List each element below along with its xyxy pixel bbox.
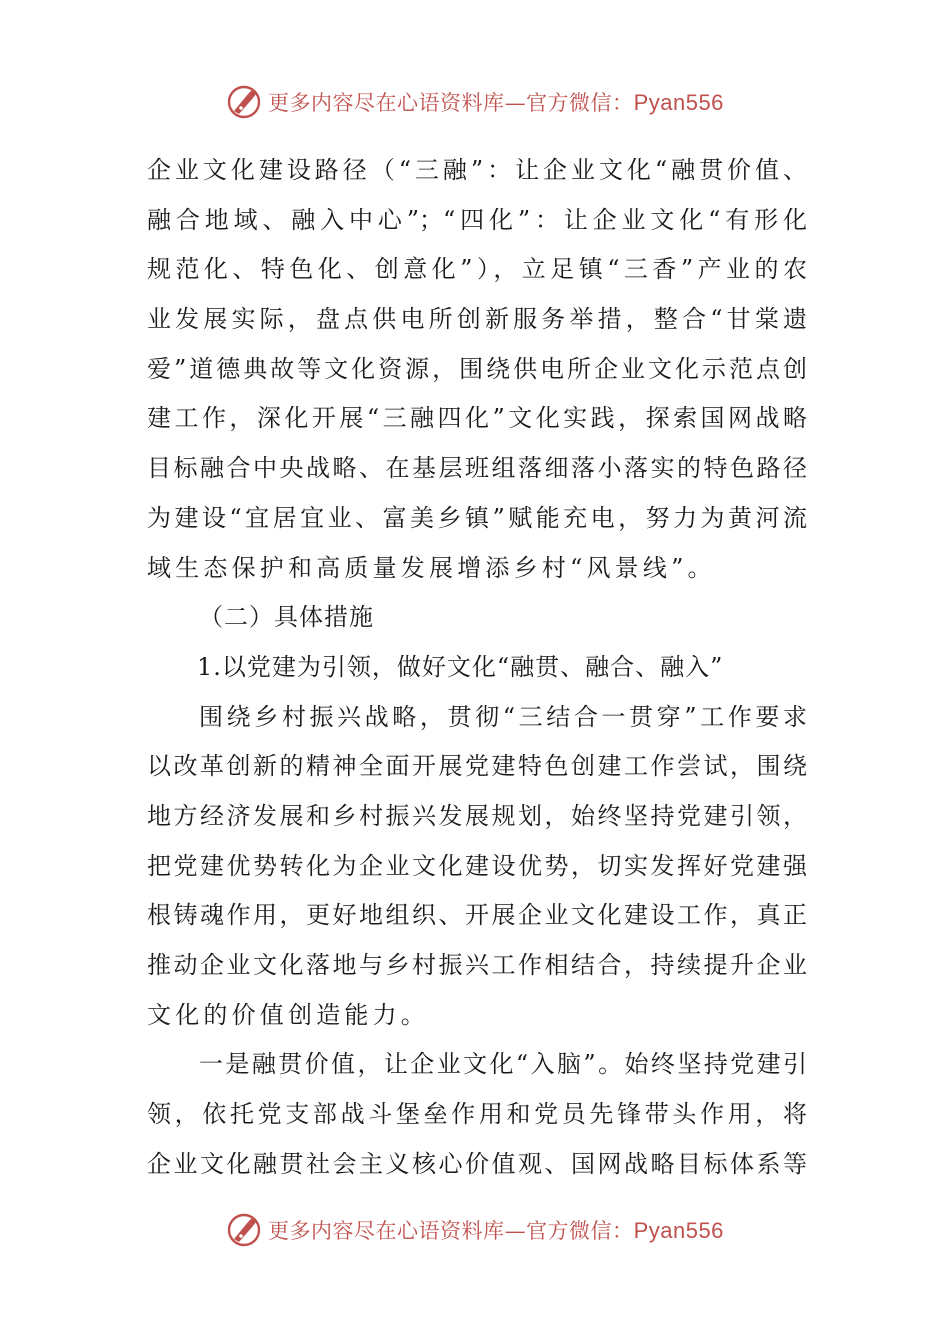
- pen-nib-logo-icon: [226, 84, 262, 120]
- document-body: [147, 146, 807, 1189]
- body-line: 把党建优势转化为企业文化建设优势，切实发挥好党建强: [147, 851, 807, 880]
- body-line: 业发展实际，盘点供电所创新服务举措，整合“甘棠遗: [147, 305, 807, 334]
- watermark-text: 更多内容尽在心语资料库—官方微信：Pyan556: [268, 1218, 724, 1243]
- body-line: 根铸魂作用，更好地组织、开展企业文化建设工作，真正: [147, 901, 807, 930]
- body-line: 建工作，深化开展“三融四化”文化实践，探索国网战略: [147, 404, 807, 433]
- body-line: 规范化、特色化、创意化”），立足镇“三香”产业的农: [147, 255, 807, 284]
- body-line: 地方经济发展和乡村振兴发展规划，始终坚持党建引领，: [147, 801, 807, 830]
- watermark-text: 更多内容尽在心语资料库—官方微信：Pyan556: [268, 90, 724, 115]
- body-line: 企业文化融贯社会主义核心价值观、国网战略目标体系等: [147, 1149, 807, 1178]
- section-heading: （二）具体措施: [199, 603, 374, 632]
- body-line: 一是融贯价值，让企业文化“入脑”。始终坚持党建引: [199, 1050, 807, 1079]
- body-line: 为建设“宜居宜业、富美乡镇”赋能充电，努力为黄河流: [147, 503, 807, 532]
- header-watermark: [0, 80, 950, 124]
- pen-nib-logo-icon: [226, 1212, 262, 1248]
- body-line: 融合地域、融入中心”；“四化”：让企业文化“有形化: [147, 205, 807, 234]
- body-line: 爱”道德典故等文化资源，围绕供电所企业文化示范点创: [147, 354, 807, 383]
- body-line: 域生态保护和高质量发展增添乡村“风景线”。: [147, 553, 716, 582]
- body-line: 围绕乡村振兴战略，贯彻“三结合一贯穿”工作要求: [199, 702, 807, 731]
- body-line: 目标融合中央战略、在基层班组落细落小落实的特色路径: [147, 454, 807, 483]
- body-line: 领，依托党支部战斗堡垒作用和党员先锋带头作用，将: [147, 1100, 807, 1129]
- footer-watermark: [0, 1208, 950, 1252]
- body-line: 企业文化建设路径（“三融”：让企业文化“融贯价值、: [147, 156, 807, 184]
- numbered-heading: 1.以党建为引领，做好文化“融贯、融合、融入”: [197, 652, 724, 681]
- body-line: 推动企业文化落地与乡村振兴工作相结合，持续提升企业: [147, 951, 807, 979]
- body-line: 以改革创新的精神全面开展党建特色创建工作尝试，围绕: [147, 752, 807, 781]
- body-line: 文化的价值创造能力。: [147, 1000, 429, 1029]
